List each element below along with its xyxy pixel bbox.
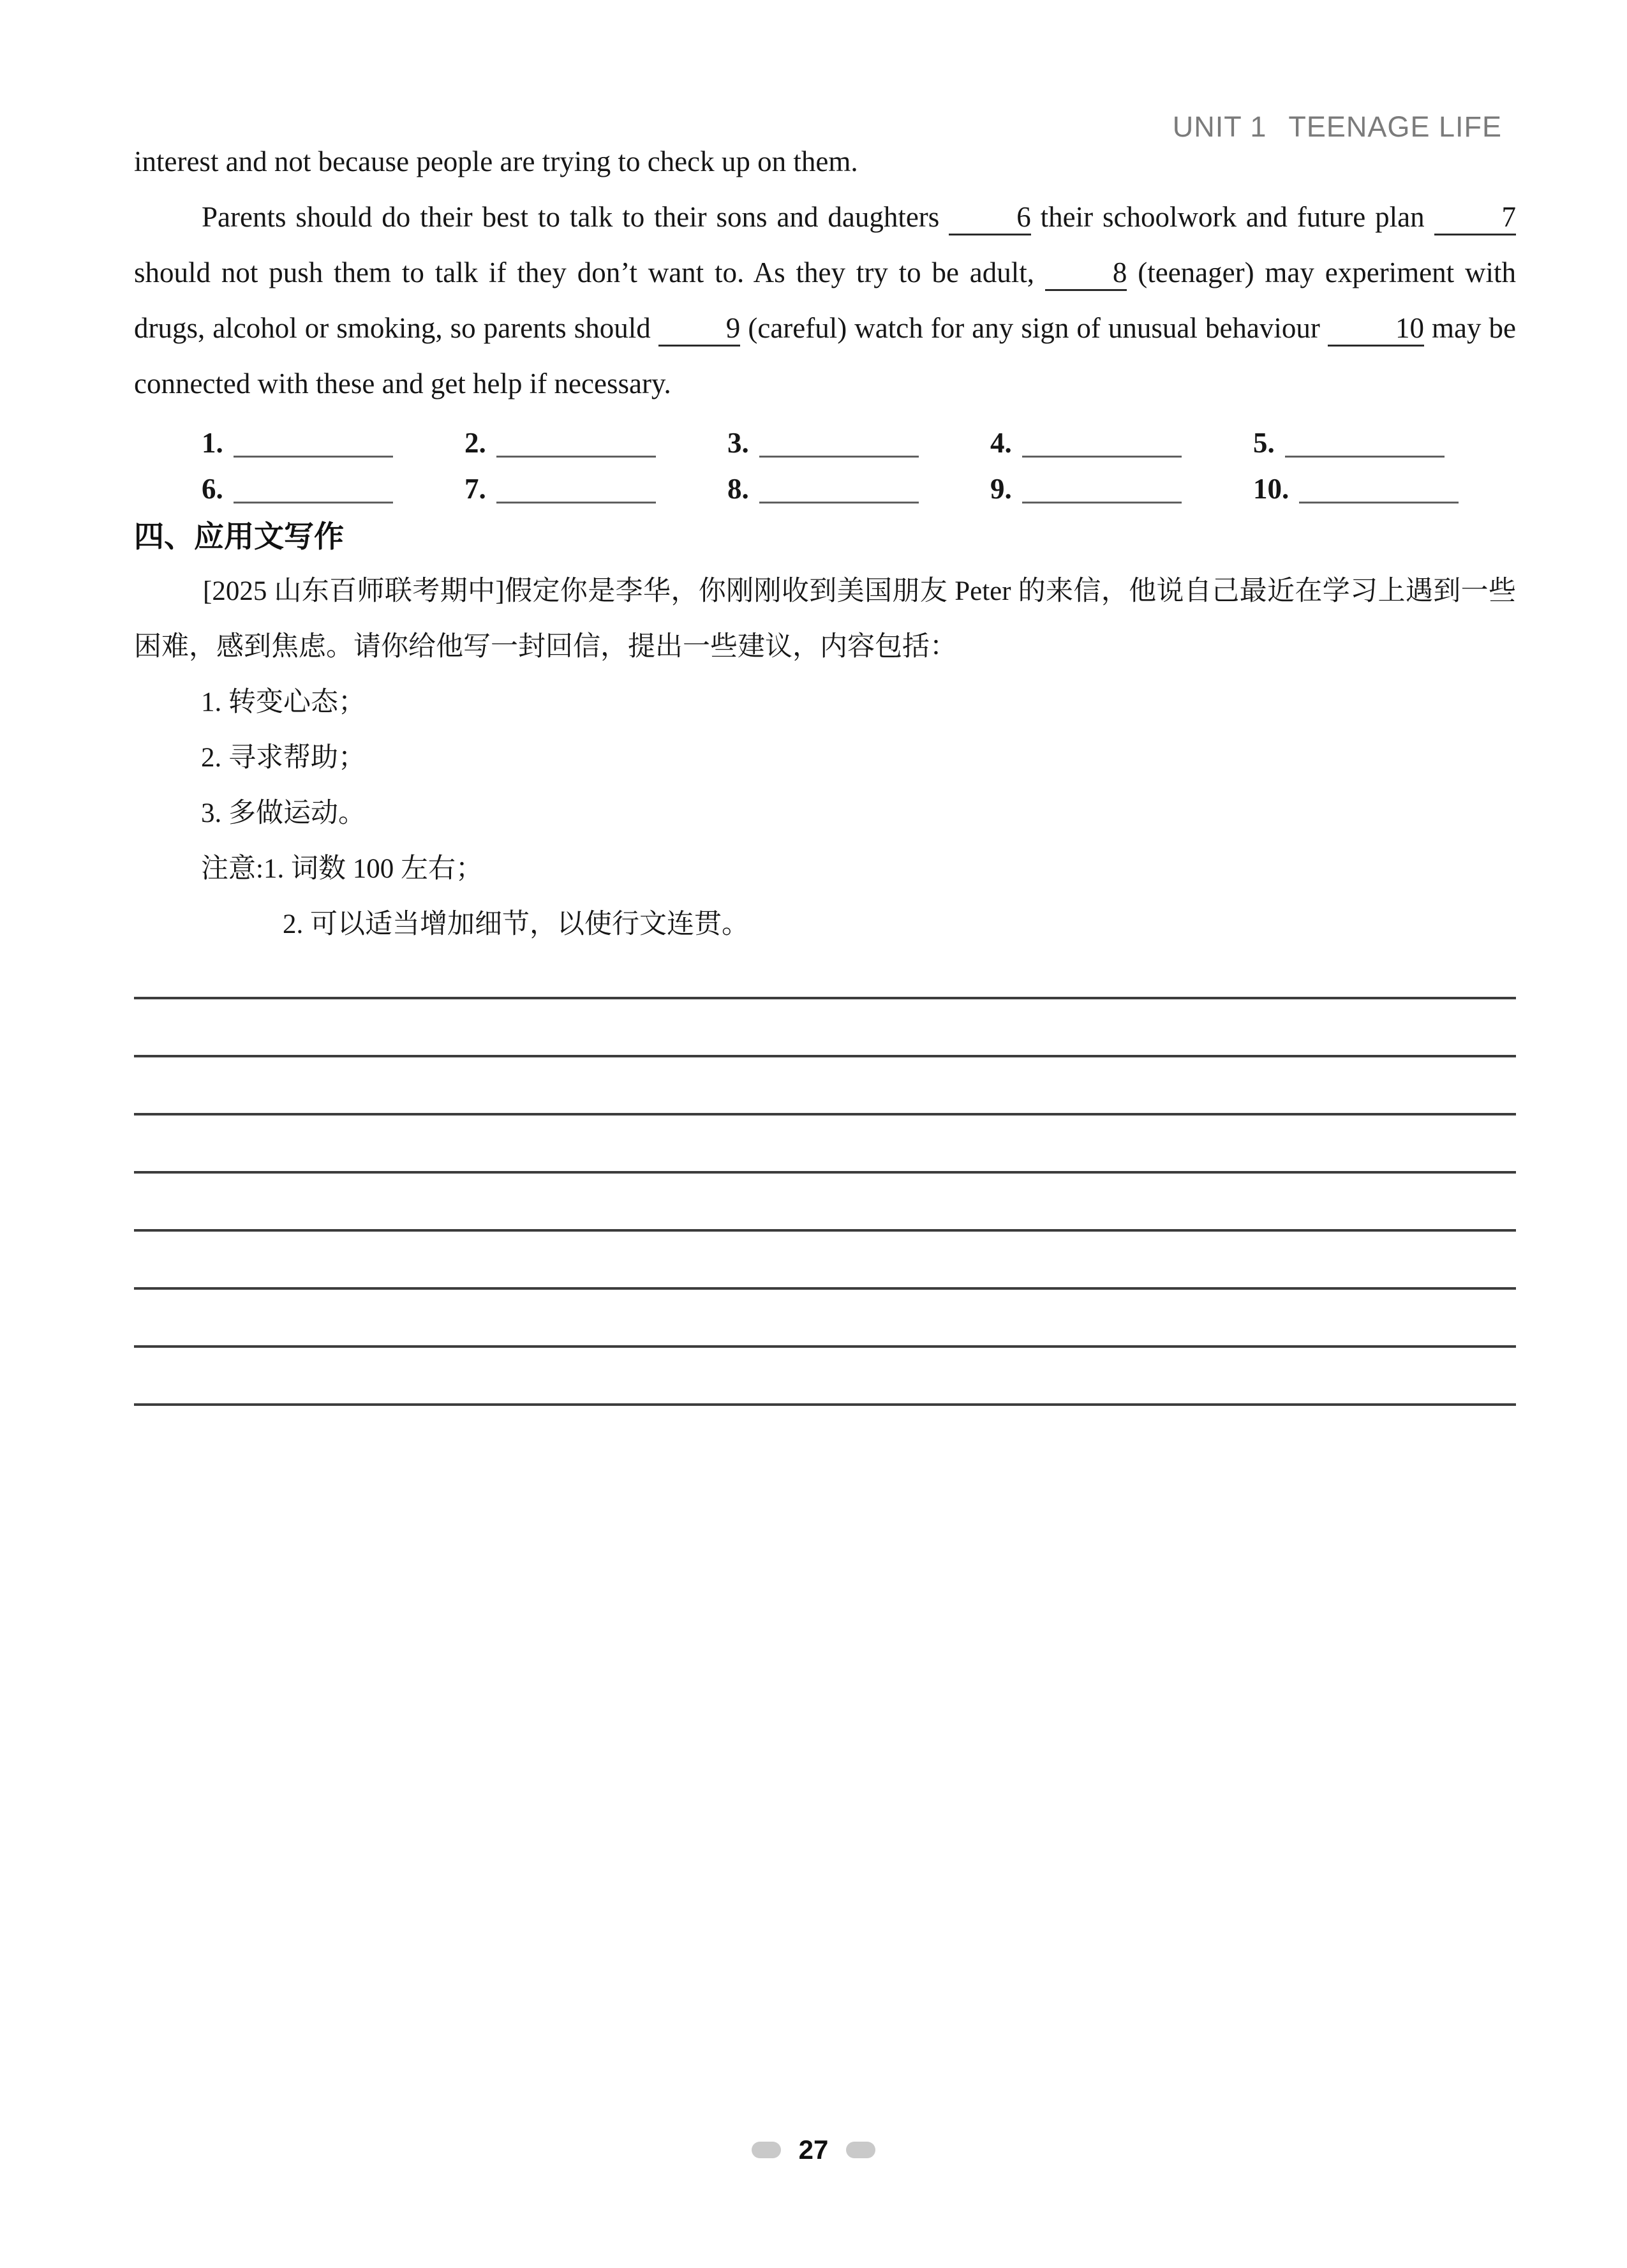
- essay-notes: [134, 841, 1516, 952]
- page-footer: [0, 2137, 1627, 2163]
- answer-blank-line: [759, 451, 919, 458]
- answer-blank-line: [1299, 496, 1459, 504]
- answer-number: 3.: [727, 427, 749, 459]
- answer-blank-line: [234, 451, 393, 458]
- essay-points: [134, 675, 1516, 841]
- answer-row: [134, 412, 1516, 458]
- inline-blank-7: 7: [1434, 203, 1517, 235]
- answer-number: 1.: [202, 427, 223, 459]
- answer-cell-7: [464, 475, 727, 504]
- answer-cell-2: [464, 429, 727, 458]
- essay-point: 2. 寻求帮助；: [201, 743, 366, 773]
- answer-cell-10: [1253, 475, 1516, 504]
- answer-blank-line: [759, 496, 919, 504]
- page-number: 27: [798, 2135, 829, 2165]
- writing-line: [134, 1174, 1516, 1232]
- page-content: [134, 134, 1516, 1406]
- answer-cell-3: [727, 429, 990, 458]
- passage-paragraph: Parents should do their best to talk to their sons and daughters 6 their schoolwork and future plan 7 should not push them to talk if they don’t want to. As they try to be adult, 8 (teenager) may experiment with drugs, alcohol or smoking, so parents should 9 (careful) watch for any sign of unusual behaviour 10 may be connected with these and get help if necessary.: [134, 201, 1517, 399]
- answer-cell-5: [1253, 429, 1516, 458]
- answer-number: 6.: [202, 473, 223, 505]
- answer-cell-4: [990, 429, 1253, 458]
- answer-blank-line: [1022, 451, 1182, 458]
- answer-number: 4.: [990, 427, 1012, 459]
- answer-blank-line: [1285, 451, 1445, 458]
- answer-cell-6: [202, 475, 464, 504]
- writing-line: [134, 1232, 1516, 1290]
- answer-number: 10.: [1253, 473, 1289, 505]
- unit-label: UNIT 1: [1172, 110, 1267, 143]
- inline-blank-6: 6: [949, 203, 1031, 235]
- essay-point: 1. 转变心态；: [201, 687, 366, 717]
- essay-prompt: [2025 山东百师联考期中]假定你是李华，你刚刚收到美国朋友 Peter 的来信，他说自己最近在学习上遇到一些困难，感到焦虑。请你给他写一封回信，提出一些建议，内容包括：: [134, 576, 1516, 662]
- writing-line: [134, 1057, 1516, 1115]
- footer-pill-left-icon: [752, 2142, 781, 2158]
- answer-number: 8.: [727, 473, 749, 505]
- answer-number: 7.: [464, 473, 486, 505]
- section-heading: 四、应用文写作: [134, 519, 344, 553]
- inline-blank-9: 9: [658, 314, 741, 347]
- writing-line: [134, 1290, 1516, 1348]
- answer-cell-1: [202, 429, 464, 458]
- answer-blank-line: [496, 496, 656, 504]
- answer-number: 5.: [1253, 427, 1275, 459]
- answer-blank-rows: [134, 412, 1516, 504]
- inline-blank-10: 10: [1328, 314, 1424, 347]
- unit-title: TEENAGE LIFE: [1288, 110, 1502, 143]
- answer-blank-line: [1022, 496, 1182, 504]
- answer-blank-line: [234, 496, 393, 504]
- cloze-passage: [134, 134, 1516, 412]
- inline-blank-8: 8: [1045, 258, 1127, 291]
- writing-line: [134, 1348, 1516, 1406]
- writing-line: [134, 1115, 1516, 1174]
- answer-number: 2.: [464, 427, 486, 459]
- answer-row: [134, 458, 1516, 504]
- notes-label: 注意:: [201, 854, 264, 884]
- essay-note: 2. 可以适当增加细节，以使行文连贯。: [283, 909, 749, 939]
- answer-cell-8: [727, 475, 990, 504]
- essay-note: 注意:1. 词数 100 左右；: [201, 854, 483, 884]
- answer-blank-line: [496, 451, 656, 458]
- writing-line: [134, 999, 1516, 1057]
- answer-cell-9: [990, 475, 1253, 504]
- passage-opening-line: interest and not because people are trying to check up on them.: [134, 145, 858, 177]
- footer-pill-right-icon: [846, 2142, 875, 2158]
- answer-number: 9.: [990, 473, 1012, 505]
- essay-point: 3. 多做运动。: [201, 798, 366, 828]
- writing-lines-area: [134, 941, 1516, 1406]
